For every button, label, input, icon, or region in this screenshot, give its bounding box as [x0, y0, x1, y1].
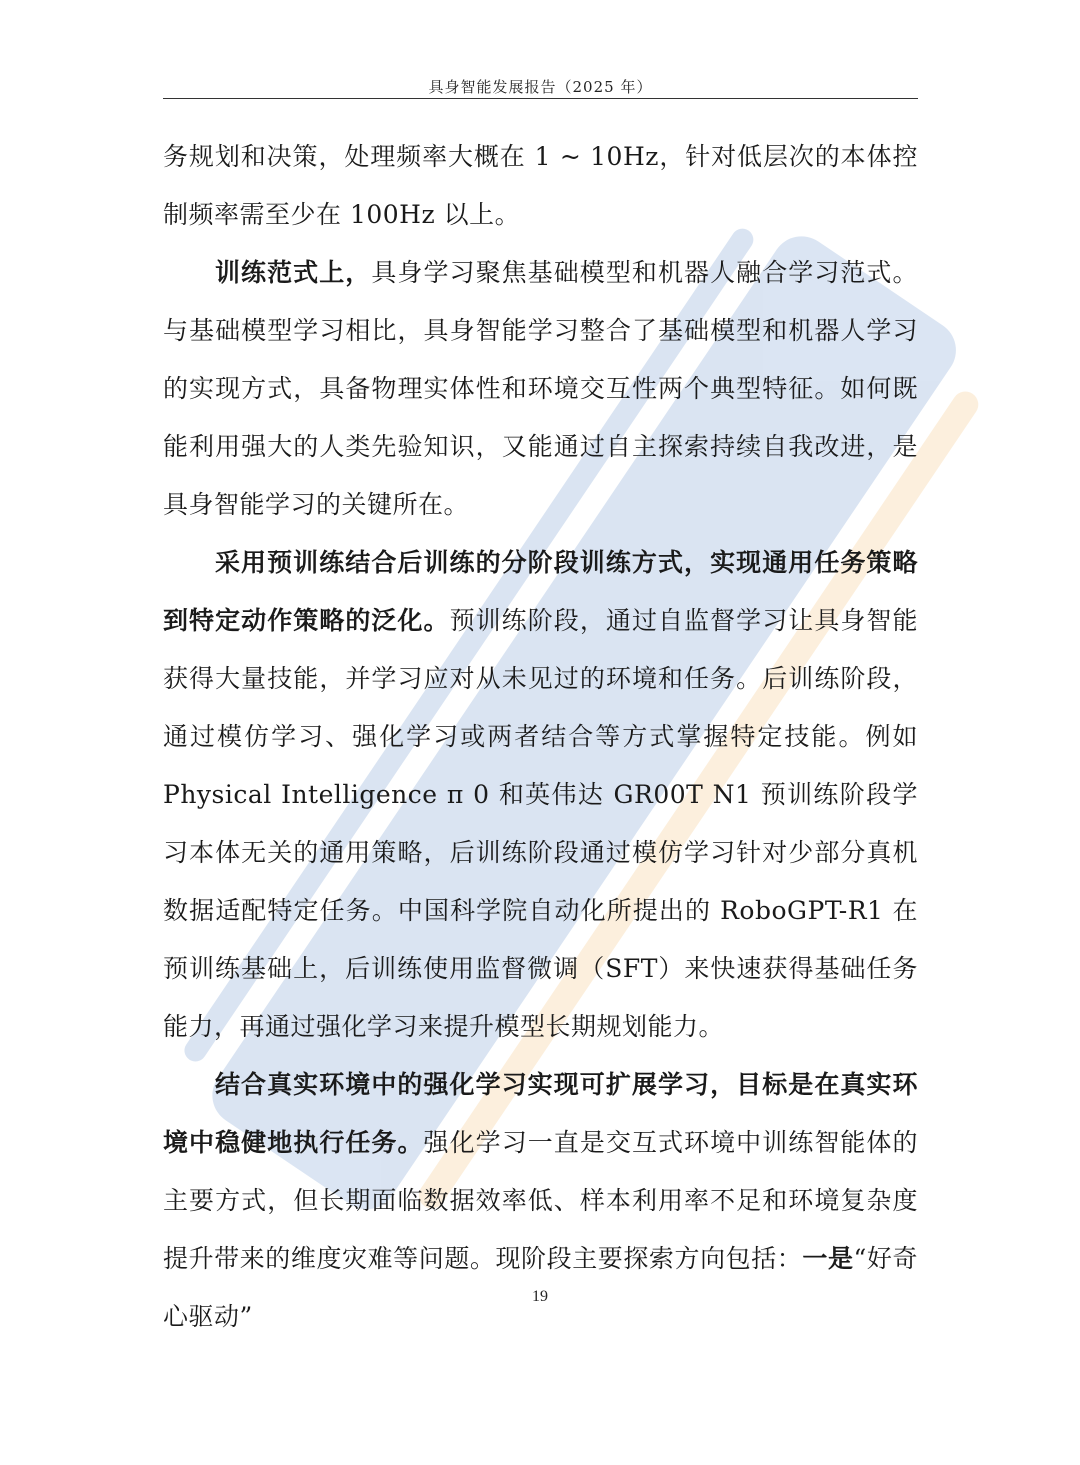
document-body — [163, 128, 918, 1346]
paragraph-4-text: 强化学习一直是交互式环境中训练智能体的主要方式，但长期面临数据效率低、样本利用率不足和环境复杂度提升带来的维度灾难等问题。现阶段主要探索方向包括： — [163, 1128, 918, 1273]
paragraph-1 — [163, 128, 918, 244]
paragraph-3 — [163, 534, 918, 1056]
paragraph-2-lead: 训练范式上， — [215, 258, 372, 287]
paragraph-3-text: 预训练阶段，通过自监督学习让具身智能获得大量技能，并学习应对从未见过的环境和任务。后训练阶段，通过模仿学习、强化学习或两者结合等方式掌握特定技能。例如 Physical Intelligence π 0 和英伟达 GR00T N1 预训练阶段学习本体无关的通用策略，后训练阶段通过模仿学习针对少部分真机数据适配特定任务。中国科学院自动化所提出的 RoboGPT-R1 在预训练基础上，后训练使用监督微调（SFT）来快速获得基础任务能力，再通过强化学习来提升模型长期规划能力。 — [163, 606, 918, 1041]
page-header: 具身智能发展报告（2025 年） — [428, 78, 653, 96]
paragraph-4-tail-bold: 一是 — [802, 1244, 854, 1273]
header-divider — [163, 98, 918, 99]
paragraph-3-lead: 采用预训练结合后训练的分阶段训练方式，实现通用任务策略到特定动作策略的泛化。 — [163, 548, 918, 635]
page-number: 19 — [532, 1288, 548, 1305]
paragraph-2 — [163, 244, 918, 534]
paragraph-2-text: 具身学习聚焦基础模型和机器人融合学习范式。与基础模型学习相比，具身智能学习整合了基础模型和机器人学习的实现方式，具备物理实体性和环境交互性两个典型特征。如何既能利用强大的人类先验知识，又能通过自主探索持续自我改进，是具身智能学习的关键所在。 — [163, 258, 918, 519]
paragraph-4-tail: “好奇心驱动” — [163, 1244, 918, 1331]
paragraph-1-text: 务规划和决策，处理频率大概在 1 ~ 10Hz，针对低层次的本体控制频率需至少在 100Hz 以上。 — [163, 142, 918, 229]
paragraph-4-lead: 结合真实环境中的强化学习实现可扩展学习，目标是在真实环境中稳健地执行任务。 — [163, 1070, 918, 1157]
